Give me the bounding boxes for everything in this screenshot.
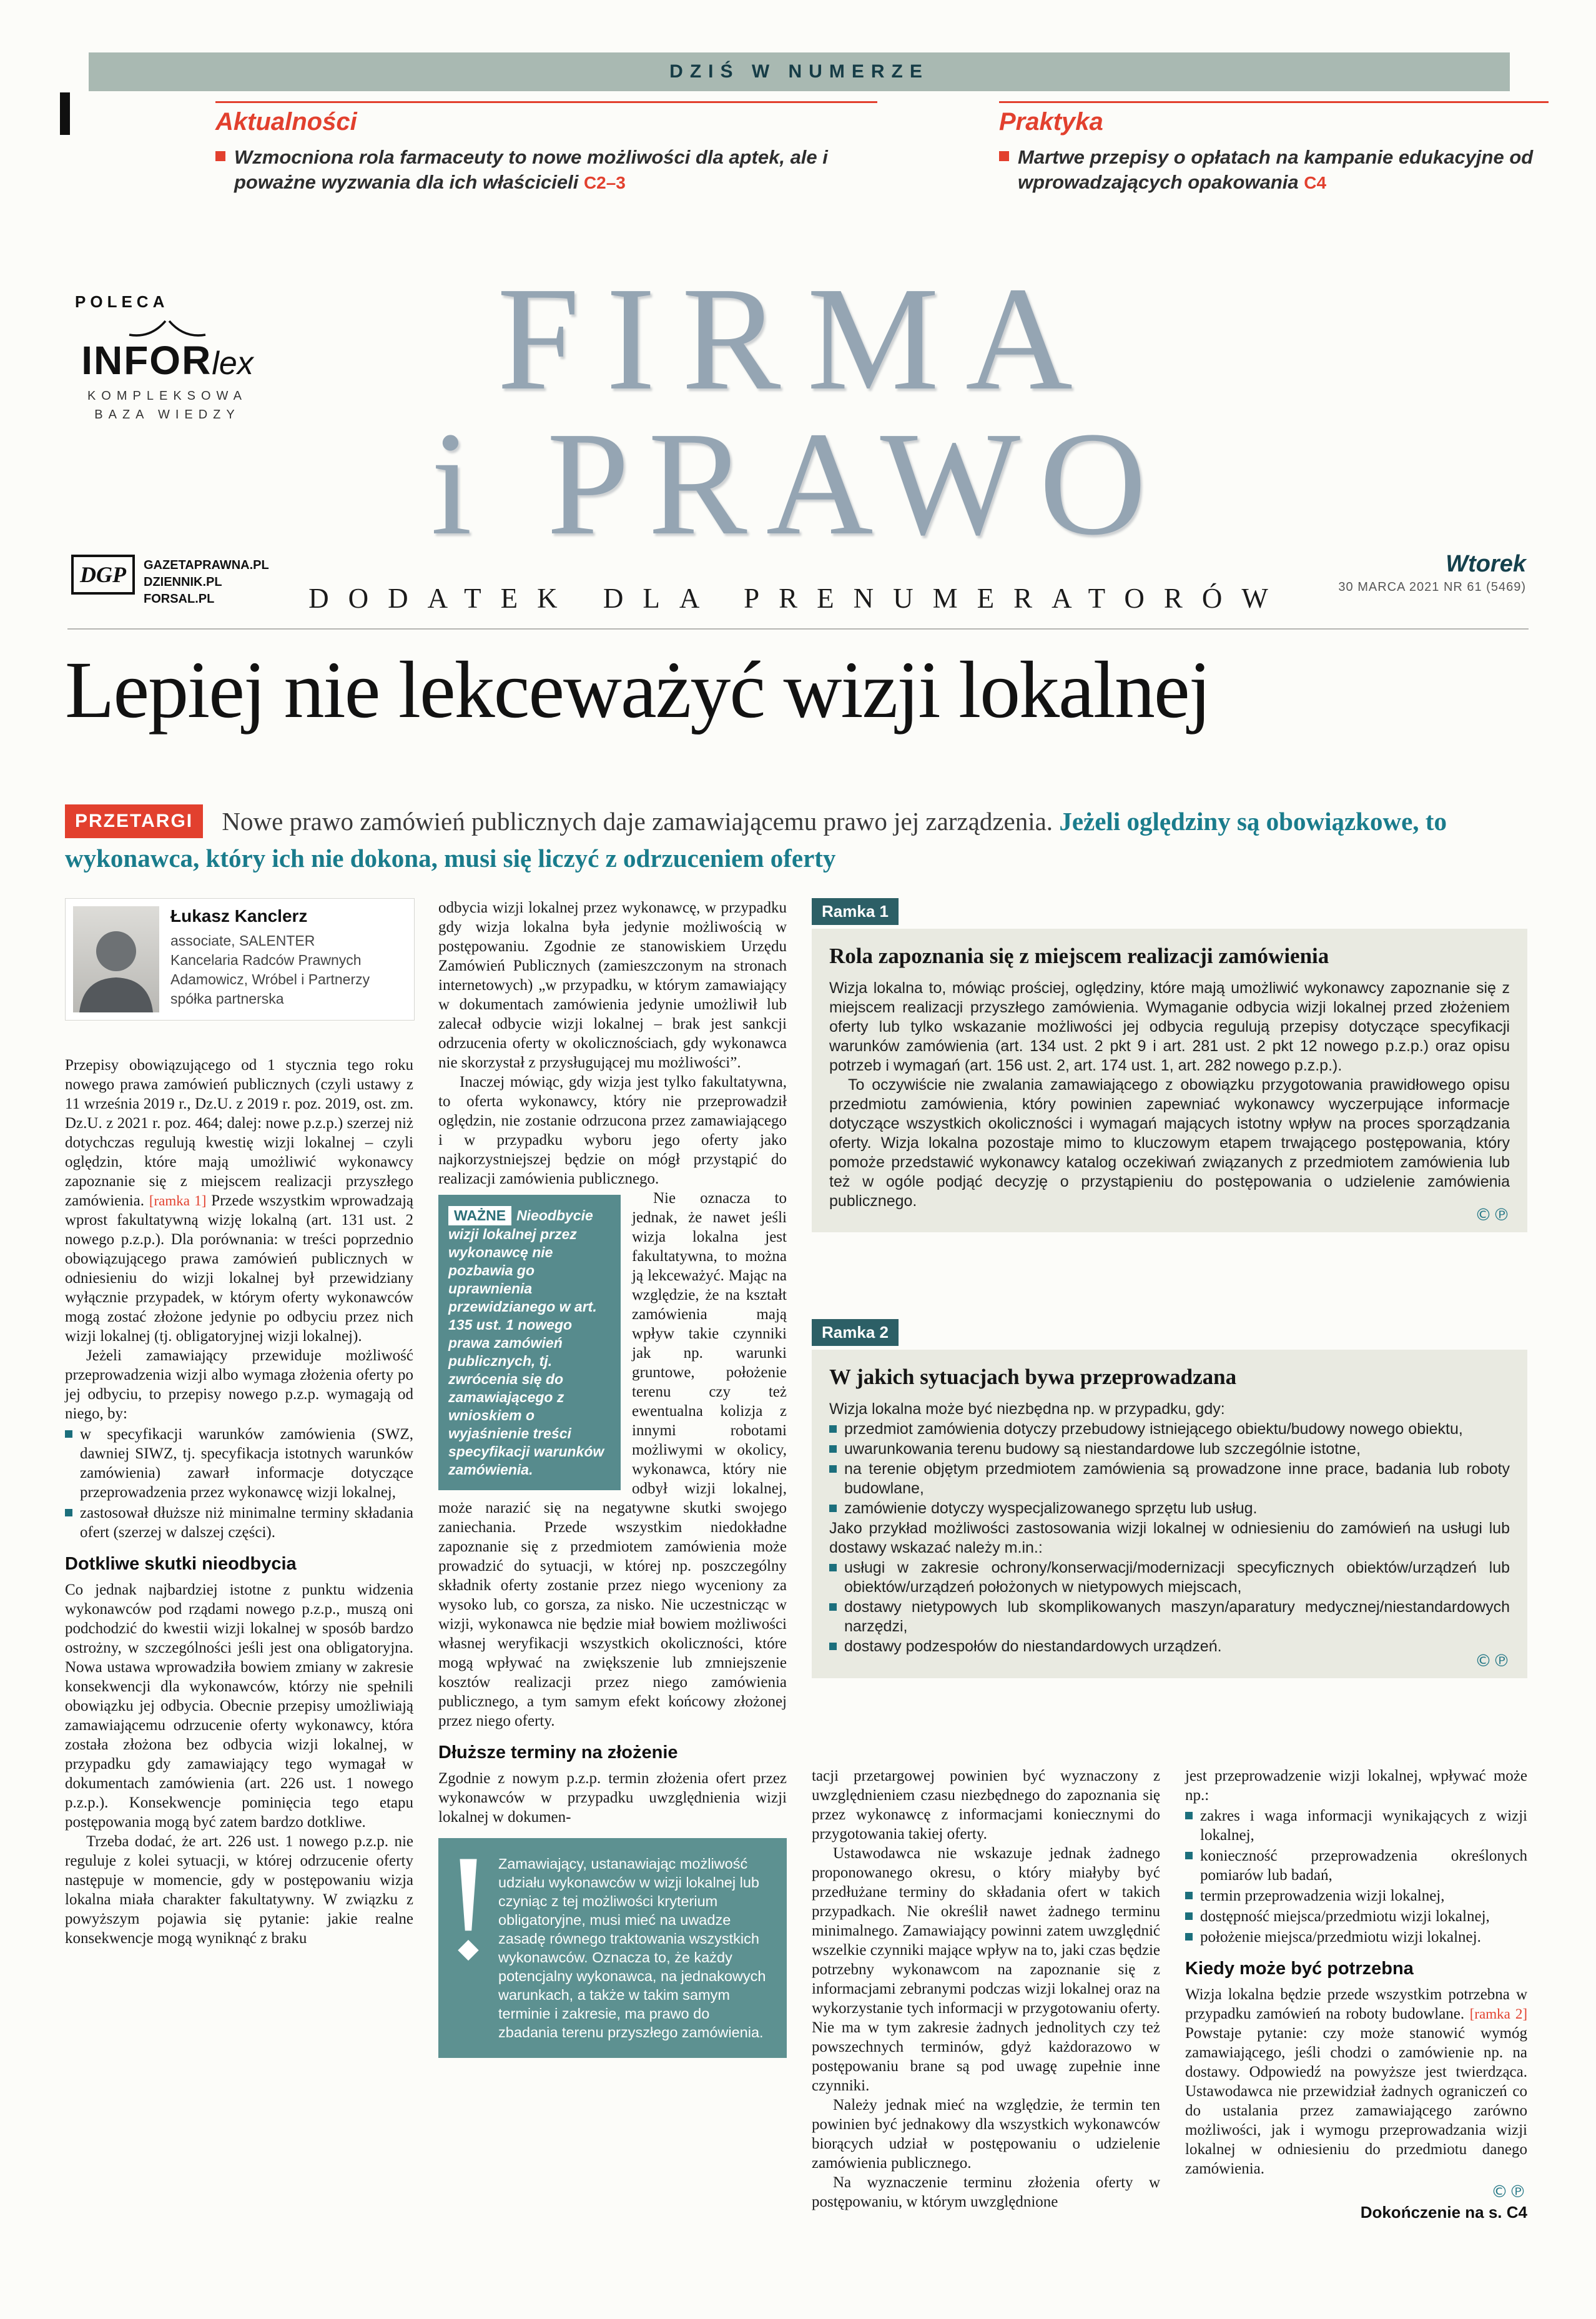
- list-item: [1185, 1886, 1527, 1906]
- bullet-square-icon: [829, 1505, 837, 1512]
- article-headline: Lepiej nie lekceważyć wizji lokalnej: [65, 645, 1210, 735]
- ramka1: [812, 898, 1527, 1232]
- list-item: [829, 1440, 1510, 1459]
- copyright-mark: ©℗: [1491, 2182, 1527, 2202]
- paragraph: Na wyznaczenie terminu złożenia oferty w postępowaniu, w którym uwzględnione: [812, 2174, 1160, 2210]
- body-column-1: [65, 1056, 413, 1948]
- paragraph: Trzeba dodać, że art. 226 ust. 1 nowego p.z.p. nie reguluje z kolei sytuacji, w której odrzucenie oferty następuje w momencie, gdy w postępowaniu wizja lokalna miała charakter fakultatywny. W związku z powyższym pojawia się pytanie: jakie realne konsekwencje mogą wyniknąć z braku: [65, 1833, 413, 1947]
- paragraph: Zgodnie z nowym p.z.p. termin złożenia ofert przez wykonawców w przypadku uwzględnienia wizji lokalnej w dokumen-: [438, 1770, 787, 1826]
- toc-item-text: [234, 145, 877, 195]
- alert-box: [438, 1838, 787, 2058]
- exclamation-icon: [453, 1858, 483, 1964]
- toc-item: [215, 145, 877, 195]
- paragraph: Nie oznacza to jednak, że nawet jeśli wizja lokalna jest fakultatywna, to można ją lekceważyć. Mając na względzie, że na kształt zamówienia mają wpływ takie czynniki jak np. warunki gruntowe, położenie terenu czy też ewentualna kolizja z innymi robotami możliwymi w okolicy, wykonawca, który nie odbył wizji lokalnej, może narazić się na negatywne skutki swojego zaniechania. Przede wszystkim niedokładne zapoznanie się z przedmiotem zamówienia może prowadzić do sytuacji, w której np. poszczególny składnik oferty zostanie przez niego wyceniony za wysoko lub, co gorsza, za nisko. Nie uczestnicząc w wizji, wykonawca nie będzie miał bowiem możliwości własnej weryfikacji wszystkich okoliczności, które mogą wpływać na zwiększenie lub zmniejszenie kosztów realizacji przez niego zamówienia publicznego, a tym samym efekt końcowy złożonej przez niego oferty.: [438, 1190, 787, 1729]
- bullet-square-icon: [65, 1430, 72, 1438]
- alert-text: Zamawiający, ustanawiając możliwość udziału wykonawców w wizji lokalnej lub czyniąc z tej możliwości kryterium obligatoryjne, musi mieć na uwadze zasadę równego traktowania wszystkich wykonawców. Oznacza to, że każdy potencjalny wykonawca, na jednakowych warunkach, a także w takim samym terminie i zakresie, ma prawo do zbadania terenu przyszłego zamówienia.: [498, 1856, 766, 2040]
- ramka1-title: Rola zapoznania się z miejscem realizacji zamówienia: [829, 944, 1329, 968]
- paragraph: odbycia wizji lokalnej przez wykonawcę, w przypadku gdy wizja lokalna była jedynie możliwością w postępowaniu. Zgodnie ze stanowiskiem Urzędu Zamówień Publicznych (zamieszczonym na stronach internetowych) „w przypadku, w którym zamawiający w dokumentach zamówienia jedynie umożliwił lub zalecał odbycie wizji lokalnej – brak jest sankcji odrzucenia oferty w okolicznościach, gdy wykonawca nie skorzystał z przysługującej mu możliwości”.: [438, 899, 787, 1071]
- list-item-text: na terenie objętym przedmiotem zamówienia są prowadzone inne prace, badania lub roboty budowlane,: [844, 1460, 1510, 1497]
- masthead-title-line2: i PRAWO: [430, 402, 1166, 566]
- body-column-4: [1185, 1766, 1527, 2222]
- crosshead: Dłuższe terminy na złożenie: [438, 1743, 678, 1763]
- author-firm-1: Kancelaria Radców Prawnych: [170, 952, 362, 969]
- list-item-text: zakres i waga informacji wynikających z wizji lokalnej,: [1200, 1807, 1527, 1844]
- list-item-text: położenie miejsca/przedmiotu wizji lokalnej.: [1200, 1929, 1481, 1946]
- toc-item-label: Martwe przepisy o opłatach na kampanie edukacyjne od wprowadzających opakowania: [1018, 146, 1534, 193]
- author-details: [170, 906, 370, 1012]
- author-card: [65, 898, 415, 1021]
- author-name: Łukasz Kanclerz: [170, 906, 308, 926]
- body-column-3: [812, 1766, 1160, 2212]
- list-item-text: dostawy nietypowych lub skomplikowanych maszyn/aparatury medycznej/niestandardowych narzędzi,: [844, 1598, 1510, 1635]
- list-item-text: termin przeprowadzenia wizji lokalnej,: [1200, 1887, 1445, 1904]
- infor-light-text: lex: [212, 345, 254, 382]
- person-silhouette-icon: [73, 919, 159, 1012]
- masthead-rule: [67, 628, 1529, 630]
- bullet-square-icon: [829, 1425, 837, 1433]
- list-item-text: zastosował dłuższe niż minimalne terminy składania ofert (szerzej w dalszej części).: [80, 1505, 413, 1541]
- bullet-square-icon: [215, 151, 225, 161]
- list-item: [65, 1503, 413, 1542]
- list-item: [1185, 1846, 1527, 1885]
- wazne-label: WAŻNE: [448, 1206, 511, 1225]
- author-firm-2: Adamowicz, Wróbel i Partnerzy: [170, 971, 370, 988]
- list-item-text: dostępność miejsca/przedmiotu wizji lokalnej,: [1200, 1908, 1490, 1925]
- col1-p1-before: Przepisy obowiązującego od 1 stycznia tego roku nowego prawa zamówień publicznych (czyli ustawy z 11 września 2019 r., Dz.U. z 2019 r. poz. 2019, ost. zm. Dz.U. z 2021 r. poz. 464; dalej: nowe p.z.p.) szerzej niż dotychczas regulują kwestię wizji lokalnej – czyli oględzin, które mają umożliwić wykonawcy zapoznanie się z miejscem realizacji przyszłego zamówienia.: [65, 1057, 413, 1209]
- toc-section-praktyka: [999, 101, 1549, 195]
- author-photo: [73, 906, 159, 1012]
- dgp-logo: DGP: [71, 555, 135, 595]
- list-item: [65, 1425, 413, 1502]
- list-item: [1185, 1806, 1527, 1845]
- ramka2: [812, 1319, 1527, 1678]
- paragraph: [65, 1056, 413, 1346]
- toc-item-label: Wzmocniona rola farmaceuty to nowe możliwości dla aptek, ale i poważne wyzwania dla ich właścicieli: [234, 146, 828, 193]
- copyright-mark: ©℗: [1475, 1205, 1511, 1225]
- wazne-box: [438, 1195, 621, 1490]
- ramka2-label: Ramka 2: [812, 1319, 899, 1346]
- paragraph: Inaczej mówiąc, gdy wizja jest tylko fakultatywna, to oferta wykonawcy, który nie przeprowadził oględzin, nie zostanie odrzucona przez zamawiającego i w przypadku wyboru jego oferty jako najkorzystniejszej będzie on mógł przystąpić do realizacji zamówienia publicznego.: [438, 1074, 787, 1187]
- continuation-note: Dokończenie na s. C4: [1360, 2203, 1527, 2222]
- toc-item-text: [1018, 145, 1549, 195]
- bullet-square-icon: [829, 1445, 837, 1453]
- dgp-sites: [144, 555, 269, 608]
- list-item-text: dostawy podzespołów do niestandardowych urządzeń.: [844, 1638, 1222, 1655]
- dgp-logo-block: [71, 555, 269, 608]
- copyright-mark: ©℗: [1475, 1651, 1511, 1671]
- weekday-label: Wtorek: [1446, 551, 1526, 577]
- toc-item: [999, 145, 1549, 195]
- list-item-text: zamówienie dotyczy wyspecjalizowanego sprzętu lub usług.: [844, 1500, 1258, 1517]
- list-item: [829, 1420, 1510, 1439]
- ramka2-title: W jakich sytuacjach bywa przeprowadzana: [829, 1365, 1237, 1389]
- bullet-square-icon: [829, 1564, 837, 1571]
- col1-p1-after: Przede wszystkim wprowadzają wprost fakultatywną wizję lokalną (art. 131 ust. 2 nowego p.z.p.). Dla porównania: w treści poprzednio obowiązującego prawa zamówień publicznych w odniesieniu do wizji lokalnej był przewidziany wyłącznie przypadek, w którym oferty wykonawców mogą zostać złożone jedynie po odbyciu przez nich wizji lokalnej (tj. obligatoryjnej wizji lokalnej).: [65, 1192, 414, 1345]
- infor-bold-text: INFOR: [81, 338, 212, 383]
- crosshead: Dotkliwe skutki nieodbycia: [65, 1554, 297, 1574]
- corner-mark: [60, 92, 70, 135]
- issue-info: 30 MARCA 2021 NR 61 (5469): [1338, 580, 1526, 594]
- list-item: [1185, 1927, 1527, 1947]
- col4-p2-after: Powstaje pytanie: czy może stanowić wymóg zamawiającego, jeśli chodzi o zamówienie np. na dostawy. Odpowiedź na powyższe jest twierdząca. Ustawodawca nie przewidział żadnych ograniczeń co do ustalania przez zamawiającego zarówno możliwości, jak i wymogu przeprowadzania wizji lokalnej w odniesieniu do przedmiotu danego zamówienia.: [1185, 2025, 1527, 2177]
- list-item: [829, 1499, 1510, 1518]
- toc-page-ref: C4: [1304, 173, 1327, 192]
- list-item: [1185, 1907, 1527, 1926]
- bullet-square-icon: [999, 151, 1009, 161]
- list-item-text: konieczność przeprowadzenia określonych pomiarów lub badań,: [1200, 1847, 1527, 1884]
- bullet-square-icon: [1185, 1852, 1193, 1859]
- ramka2-intro: Wizja lokalna może być niezbędna np. w przypadku, gdy:: [829, 1400, 1225, 1418]
- bullet-square-icon: [1185, 1892, 1193, 1899]
- paragraph: Jeżeli zamawiający przewiduje możliwość przeprowadzenia wizji albo wymaga złożenia oferty po jej odbyciu, to przepisy nowego p.z.p. wymagają od niego, by:: [65, 1347, 413, 1422]
- bullet-square-icon: [829, 1643, 837, 1650]
- list-item-text: usługi w zakresie ochrony/konserwacji/modernizacji specyficznych obiektów/urządzeń lub obiektów/urządzeń położonych w nietypowych miejscach,: [844, 1559, 1510, 1596]
- kicker-badge: PRZETARGI: [65, 804, 203, 838]
- poleca-label: POLECA: [75, 292, 169, 311]
- dgp-site-1: GAZETAPRAWNA.PL: [144, 558, 269, 572]
- list-item: [829, 1637, 1510, 1656]
- today-in-issue-bar: [89, 52, 1510, 91]
- body-column-2: [438, 898, 787, 2058]
- list-item-text: w specyfikacji warunków zamówienia (SWZ, dawniej SIWZ, tj. specyfikacja istotnych warunków zamówienia) zawarł informacje dotyczące przeprowadzenia przez wykonawcę wizji lokalnej,: [80, 1426, 413, 1501]
- paragraph: Należy jednak mieć na względzie, że termin ten powinien być jednakowy dla wszystkich wykonawców biorących udział w postępowaniu o udzielenie zamówienia publicznego.: [812, 2097, 1160, 2172]
- masthead-subtitle: DODATEK DLA PRENUMERATORÓW: [308, 583, 1288, 614]
- bullet-square-icon: [1185, 1812, 1193, 1819]
- list-item-text: przedmiot zamówienia dotyczy przebudowy istniejącego obiektu/budowy nowego obiektu,: [844, 1420, 1463, 1438]
- lead-text-teal: Jeżeli oględziny są obowiązkowe, to wykonawca, który ich nie dokona, musi się liczyć z odrzuceniem oferty: [65, 807, 1447, 873]
- lead-text-dark: Nowe prawo zamówień publicznych daje zamawiającemu prawo jej zarządzenia.: [222, 807, 1053, 836]
- toc-title-aktualnosci: Aktualności: [215, 108, 357, 136]
- bullet-square-icon: [829, 1465, 837, 1473]
- paragraph: [1185, 1985, 1527, 2178]
- dgp-site-3: FORSAL.PL: [144, 592, 215, 606]
- list-item: [829, 1558, 1510, 1597]
- wazne-text: Nieodbycie wizji lokalnej przez wykonawcę nie pozbawia go uprawnienia przewidzianego w art. 135 ust. 1 nowego prawa zamówień publicznych, tj. zwrócenia się do zamawiającego z wnioskiem o wyjaśnienie treści specyfikacji warunków zamówienia.: [448, 1207, 604, 1478]
- author-firm-3: spółka partnerska: [170, 991, 284, 1007]
- dateline: [1338, 551, 1526, 595]
- list-item-text: uwarunkowania terenu budowy są niestandardowe lub szczególnie istotne,: [844, 1440, 1361, 1458]
- crosshead: Kiedy może być potrzebna: [1185, 1959, 1414, 1979]
- today-in-issue-title: DZIŚ W NUMERZE: [669, 61, 929, 82]
- ramka2-mid: Jako przykład możliwości zastosowania wizji lokalnej w odniesieniu do zamówień na usługi lub dostawy wskazać należy m.in.:: [829, 1520, 1510, 1556]
- ramka1-inline-ref: [ramka 1]: [149, 1193, 207, 1209]
- toc-section-aktualnosci: [215, 101, 877, 195]
- bullet-square-icon: [1185, 1933, 1193, 1941]
- bullet-square-icon: [829, 1603, 837, 1611]
- ramka1-label: Ramka 1: [812, 898, 899, 925]
- col4-p2-before: Wizja lokalna będzie przede wszystkim potrzebna w przypadku zamówień na roboty budowlane.: [1185, 1986, 1527, 2022]
- list-item: [829, 1460, 1510, 1498]
- author-role: associate, SALENTER: [170, 932, 315, 949]
- list-item: [829, 1598, 1510, 1636]
- infor-tagline-2: BAZA WIEDZY: [94, 408, 240, 422]
- ramka1-paragraph-1: Wizja lokalna to, mówiąc prościej, oględziny, które mają umożliwić wykonawcy zapoznanie się z miejscem realizacji przyszłego zamówienia. Wymaganie odbycia wizji lokalnej przed złożeniem oferty lub tylko wskazanie możliwości jej odbycia regulują przepisy dotyczące specyfikacji warunków zamówienia (art. 134 ust. 2 pkt 9 i art. 281 ust. 2 pkt 12 nowego p.z.p.) oraz opisu potrzeb i wymagań (art. 156 ust. 2, art. 174 ust. 1, art. 282 nowego p.z.p.).: [829, 979, 1510, 1074]
- dgp-site-2: DZIENNIK.PL: [144, 575, 222, 589]
- paragraph: jest przeprowadzenie wizji lokalnej, wpływać może np.:: [1185, 1768, 1527, 1804]
- ramka1-paragraph-2: To oczywiście nie zwalania zamawiającego z obowiązku przygotowania prawidłowego opisu przedmiotu zamówienia, który powinien zapewniać wykonawcy wyczerpujące informacje dotyczące wszystkich okoliczności i wymagań mających istotny wpływ na proces sporządzania oferty. Wizja lokalna pozostaje mimo to kluczowym etapem trwającego postępowania, który pomoże przedstawić wykonawcy katalog oczekiwań związanych z przedmiotem zamówienia lub też w ogóle podjąć decyzję o przystąpieniu do postępowania o udzielenie zamówienia publicznego.: [829, 1076, 1510, 1210]
- bullet-square-icon: [1185, 1912, 1193, 1920]
- article-lead: [65, 804, 1531, 875]
- paragraph: Co jednak najbardziej istotne z punktu widzenia wykonawców pod rządami nowego p.z.p., muszą oni podchodzić do kwestii wizji lokalnej w sposób bardzo ostrożny, w szczególności jeśli jest ona obligatoryjna. Nowa ustawa wprowadziła bowiem zmiany w zakresie konsekwencji dla wykonawców, którzy nie spełnili obowiązku jej odbycia. Obecnie przepisy umożliwiają zamawiającemu odrzucenie oferty wykonawcy, która została złożona bez odbycia wizji lokalnej, w przypadku gdy zamawiający tego wymagał w dokumentach zamówienia (art. 226 ust. 1 nowego p.z.p.). Konsekwencje pominięcia tego etapu postępowania mogą być zatem bardzo dotkliwe.: [65, 1581, 413, 1831]
- paragraph: Ustawodawca nie wskazuje jednak żadnego proponowanego okresu, o który miałyby być przedłużane terminy do składania ofert w takich przypadkach. Nie określił nawet żadnego terminu minimalnego. Zamawiający powinni zatem uwzględnić wszelkie czynniki mające wpływ na to, jaki czas będzie potrzebny wykonawcom na zapoznanie się z informacjami zebranymi podczas wizji lokalnej oraz na wykorzystanie tych informacji w przygotowaniu oferty. Nie ma w tym zakresie żadnych jednolitych czy też powszechnych terminów, gdyż każdorazowo w postępowaniu brane są pod uwagę zupełnie inne czynniki.: [812, 1845, 1160, 2094]
- infor-tagline-1: KOMPLEKSOWA: [87, 389, 248, 403]
- ramka1-box: [812, 929, 1527, 1232]
- ramka2-box: [812, 1350, 1527, 1678]
- bullet-square-icon: [65, 1509, 72, 1516]
- toc-title-praktyka: Praktyka: [999, 108, 1103, 136]
- paragraph: tacji przetargowej powinien być wyznaczony z uwzględnieniem czasu niezbędnego do zapoznania się przez wykonawcę z informacjami koniecznymi do przygotowania takiej oferty.: [812, 1768, 1160, 1842]
- toc-page-ref: C2–3: [583, 173, 626, 192]
- ramka2-inline-ref: [ramka 2]: [1469, 2006, 1527, 2022]
- masthead-title-line1: FIRMA: [497, 257, 1099, 421]
